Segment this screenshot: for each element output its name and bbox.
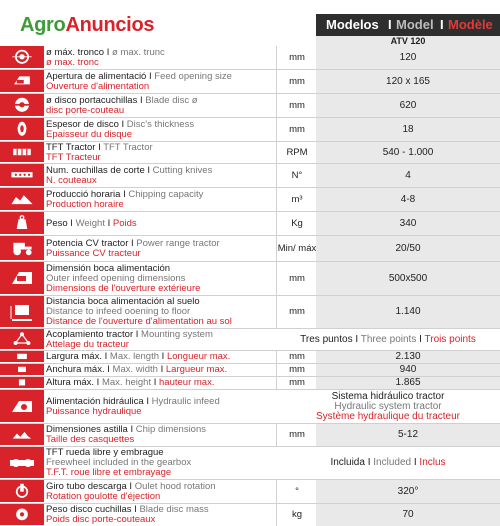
spec-value: 5-12 — [316, 424, 500, 446]
feed-opening-icon — [0, 70, 44, 93]
spec-label-en: Max. height — [101, 377, 152, 388]
separator: I — [440, 17, 444, 32]
blade-disc-icon — [0, 94, 44, 117]
spec-label-en: Chipping capacity — [128, 188, 204, 200]
spec-row — [0, 188, 500, 212]
spec-value: 2.130 — [316, 351, 500, 363]
machine-height-icon — [0, 377, 44, 389]
spec-label-fr: N. couteaux — [46, 174, 97, 186]
machine-length-icon — [0, 351, 44, 363]
weight-icon — [0, 212, 44, 235]
spec-description: Anchura máx. I Max. width I Largueur max. — [46, 364, 228, 375]
spec-label-es: Producció horaria — [46, 188, 121, 200]
spec-description: Acoplamiento tractor I Mounting system Attelage du tracteur — [46, 329, 276, 350]
spec-row — [0, 296, 500, 329]
spec-label-fr: Largueur max. — [165, 364, 228, 375]
spec-label-fr: hauteur max. — [159, 377, 215, 388]
value-en: Included — [373, 457, 412, 468]
spec-unit: mm — [276, 94, 317, 117]
spec-description: Peso I Weight I Poids — [46, 217, 137, 229]
spec-label-en: TFT Tractor — [103, 141, 153, 153]
spec-label-es: Potencia CV tractor — [46, 237, 129, 249]
spec-description: Espesor de disco I Disc's thickness Epaisseur du disque — [46, 118, 276, 141]
spec-label-fr: Poids — [112, 217, 137, 229]
spec-unit: N° — [276, 164, 317, 187]
brand-part-2: Anuncios — [65, 14, 155, 36]
machine-width-icon — [0, 364, 44, 376]
spec-label-fr: Distance de l'ouverture d'alimentation au sol — [46, 316, 232, 327]
brand-logo — [20, 14, 154, 37]
spec-label-en: Max. length — [109, 351, 160, 362]
spec-table — [0, 46, 500, 526]
models-header — [316, 14, 500, 36]
value-es: Sistema hidráulico tractor — [331, 390, 445, 402]
chip-dimensions-icon — [0, 424, 44, 446]
spec-label-es: Dimensión boca alimentación — [46, 262, 171, 274]
spec-label-es: Dimensiones astilla — [46, 424, 128, 435]
spec-value: 320° — [316, 480, 500, 503]
spec-label-en: Cutting knives — [152, 164, 213, 176]
spec-value: 70 — [316, 504, 500, 526]
spec-row — [0, 70, 500, 94]
spec-description: ø disco portacuchillas I Blade disc ø disc porte-couteau — [46, 94, 276, 117]
spec-label-en: Feed opening size — [154, 70, 232, 82]
spec-value: 120 — [316, 46, 500, 69]
spec-label-fr: Longueur max. — [166, 351, 231, 362]
infeed-dimension-icon — [0, 262, 44, 295]
freewheel-icon — [0, 447, 44, 479]
pto-shaft-icon — [0, 142, 44, 163]
spec-label-es: Peso disco cuchillas — [46, 504, 132, 515]
spec-row — [0, 118, 500, 142]
spec-description: Peso disco cuchillas I Blade disc mass Poids disc porte-couteaux — [46, 504, 276, 526]
spec-row — [0, 390, 500, 424]
spec-value: 18 — [316, 118, 500, 141]
spec-label-fr: Epaisseur du disque — [46, 128, 133, 140]
spec-label-es: Altura máx. — [46, 377, 95, 388]
spec-label-en: Outer infeed opening dimensions — [46, 272, 186, 284]
hood-rotation-icon — [0, 480, 44, 503]
spec-label-en: Distance to infeed ooening to floor — [46, 306, 191, 317]
spec-description: ø máx. tronco I ø max. trunc ø max. tronc — [46, 46, 276, 69]
spec-unit: mm — [276, 351, 317, 363]
spec-value: 500x500 — [316, 262, 500, 295]
spec-value: 4-8 — [316, 188, 500, 211]
spec-unit: m³ — [276, 188, 317, 211]
spec-label-es: ø disco portacuchillas — [46, 94, 138, 106]
spec-value: Incluida I Included I Inclus — [276, 447, 500, 479]
spec-label-en: Oulet hood rotation — [134, 480, 216, 492]
spec-label-en: ø max. trunc — [112, 46, 165, 58]
blade-disc-mass-icon — [0, 504, 44, 526]
spec-label-es: Num. cuchillas de corte — [46, 164, 145, 176]
separator: I — [388, 17, 392, 32]
spec-label-es: ø máx. tronco — [46, 46, 105, 58]
spec-description — [46, 296, 276, 328]
models-label-en: Model — [396, 17, 434, 32]
spec-label-en: Blade disc mass — [139, 504, 209, 515]
spec-unit: Min/ máx — [276, 236, 317, 261]
spec-row — [0, 164, 500, 188]
spec-value: 1.140 — [316, 296, 500, 328]
spec-unit: mm — [276, 46, 317, 69]
tractor-icon — [0, 236, 44, 261]
spec-label-fr: Rotation goulotte d'éjection — [46, 490, 161, 502]
spec-label-en: Hydraulic infeed — [151, 395, 220, 407]
spec-label-fr: ø max. tronc — [46, 56, 99, 68]
spec-description — [46, 262, 276, 295]
spec-unit: RPM — [276, 142, 317, 163]
disc-thickness-icon — [0, 118, 44, 141]
spec-description: Dimensiones astilla I Chip dimensions Taille des casquettes — [46, 424, 276, 446]
value-en: Hydraulic system tractor — [334, 400, 442, 412]
spec-value: Tres puntos I Three points I Trois points — [276, 329, 500, 350]
spec-unit: mm — [276, 364, 317, 376]
spec-label-es: TFT rueda libre y embrague — [46, 447, 164, 458]
cutting-knives-icon — [0, 164, 44, 187]
spec-value: 940 — [316, 364, 500, 376]
value-fr: Inclus — [419, 457, 446, 468]
spec-unit: mm — [276, 424, 317, 446]
value-es: Tres puntos — [300, 333, 353, 345]
spec-label-fr: Puissance CV tracteur — [46, 247, 141, 259]
value-en: Three points — [360, 333, 417, 345]
spec-unit: mm — [276, 70, 317, 93]
spec-label-fr: Puissance hydraulique — [46, 405, 142, 417]
spec-description: Altura máx. I Max. height I hauteur max. — [46, 377, 215, 388]
spec-description: Largura máx. I Max. length I Longueur max. — [46, 351, 231, 362]
spec-value: 1.865 — [316, 377, 500, 389]
spec-unit: mm — [276, 296, 317, 328]
spec-label-es: Anchura máx. — [46, 364, 105, 375]
spec-label-es: Giro tubo descarga — [46, 480, 127, 492]
spec-label-en: Mounting system — [141, 328, 213, 340]
spec-row — [0, 262, 500, 296]
spec-label-fr: Attelage du tracteur — [46, 338, 129, 350]
spec-value: 4 — [316, 164, 500, 187]
spec-row — [0, 504, 500, 526]
spec-label-es: Acoplamiento tractor — [46, 328, 134, 340]
spec-description: Apertura de alimentació I Feed opening size Ouverture d'alimentation — [46, 70, 276, 93]
spec-description: Alimentación hidráulica I Hydraulic infeed Puissance hydraulique — [46, 390, 276, 423]
spec-row — [0, 329, 500, 351]
spec-label-fr: T.F.T. roue libre et embrayage — [46, 467, 172, 478]
spec-row — [0, 377, 500, 390]
spec-label-fr: Production horaire — [46, 198, 124, 210]
spec-label-fr: Dimensions de l'ouverture extérieure — [46, 282, 201, 294]
spec-row — [0, 424, 500, 447]
chips-icon — [0, 188, 44, 211]
spec-label-en: Freewheel included in the gearbox — [46, 457, 192, 468]
spec-value: 120 x 165 — [316, 70, 500, 93]
spec-description: Potencia CV tractor I Power range tractor Puissance CV tracteur — [46, 236, 276, 261]
spec-label-fr: Ouverture d'alimentation — [46, 80, 150, 92]
value-fr: Trois points — [424, 333, 476, 345]
spec-row — [0, 364, 500, 377]
spec-label-en: Blade disc ø — [145, 94, 198, 106]
value-fr: Système hydraulique du tracteur — [316, 410, 460, 422]
spec-label-es: TFT Tractor — [46, 141, 96, 153]
spec-unit: mm — [276, 377, 317, 389]
spec-row — [0, 46, 500, 70]
trunk-icon — [0, 46, 44, 69]
models-label-fr: Modèle — [448, 17, 493, 32]
spec-description: Num. cuchillas de corte I Cutting knives N. couteaux — [46, 164, 276, 187]
spec-unit: ° — [276, 480, 317, 503]
spec-label-en: Disc's thickness — [126, 118, 195, 130]
spec-row — [0, 142, 500, 164]
spec-value: 620 — [316, 94, 500, 117]
spec-label-fr: Poids disc porte-couteaux — [46, 514, 156, 525]
spec-row — [0, 480, 500, 504]
spec-value — [276, 390, 500, 423]
spec-description: Giro tubo descarga I Oulet hood rotation Rotation goulotte d'éjection — [46, 480, 276, 503]
spec-label-fr: TFT Tracteur — [46, 151, 101, 163]
spec-label-en: Max. width — [112, 364, 158, 375]
spec-label-en: Weight — [75, 217, 105, 229]
infeed-distance-icon — [0, 296, 44, 328]
spec-description: Producció horaria I Chipping capacity Production horaire — [46, 188, 276, 211]
spec-label-es: Distancia boca alimentación al suelo — [46, 296, 200, 307]
spec-row — [0, 236, 500, 262]
spec-label-fr: Taille des casquettes — [46, 434, 135, 445]
three-point-hitch-icon — [0, 329, 44, 350]
spec-label-es: Alimentación hidráulica — [46, 395, 144, 407]
spec-label-en: Power range tractor — [136, 237, 220, 249]
spec-unit: mm — [276, 262, 317, 295]
spec-unit: Kg — [276, 212, 317, 235]
spec-label-es: Espesor de disco — [46, 118, 119, 130]
brand-part-1: Agro — [20, 14, 66, 36]
value-es: Incluida — [330, 457, 365, 468]
spec-value: 20/50 — [316, 236, 500, 261]
spec-label-fr: disc porte-couteau — [46, 104, 125, 116]
spec-unit: mm — [276, 118, 317, 141]
spec-label-es: Peso — [46, 217, 68, 229]
hydraulic-infeed-icon — [0, 390, 44, 423]
spec-label-en: Chip dimensions — [135, 424, 206, 435]
spec-label-es: Apertura de alimentació — [46, 70, 147, 82]
spec-description: TFT Tractor I TFT Tractor TFT Tracteur — [46, 142, 276, 163]
spec-row — [0, 94, 500, 118]
spec-value: 540 - 1.000 — [316, 142, 500, 163]
spec-unit: kg — [276, 504, 317, 526]
spec-label-es: Largura máx. — [46, 351, 102, 362]
models-label-es: Modelos — [326, 17, 379, 32]
spec-row — [0, 212, 500, 236]
spec-description — [46, 447, 276, 479]
spec-row — [0, 447, 500, 480]
spec-value: 340 — [316, 212, 500, 235]
model-name: ATV 120 — [316, 36, 500, 47]
spec-row — [0, 351, 500, 364]
header — [0, 0, 500, 45]
